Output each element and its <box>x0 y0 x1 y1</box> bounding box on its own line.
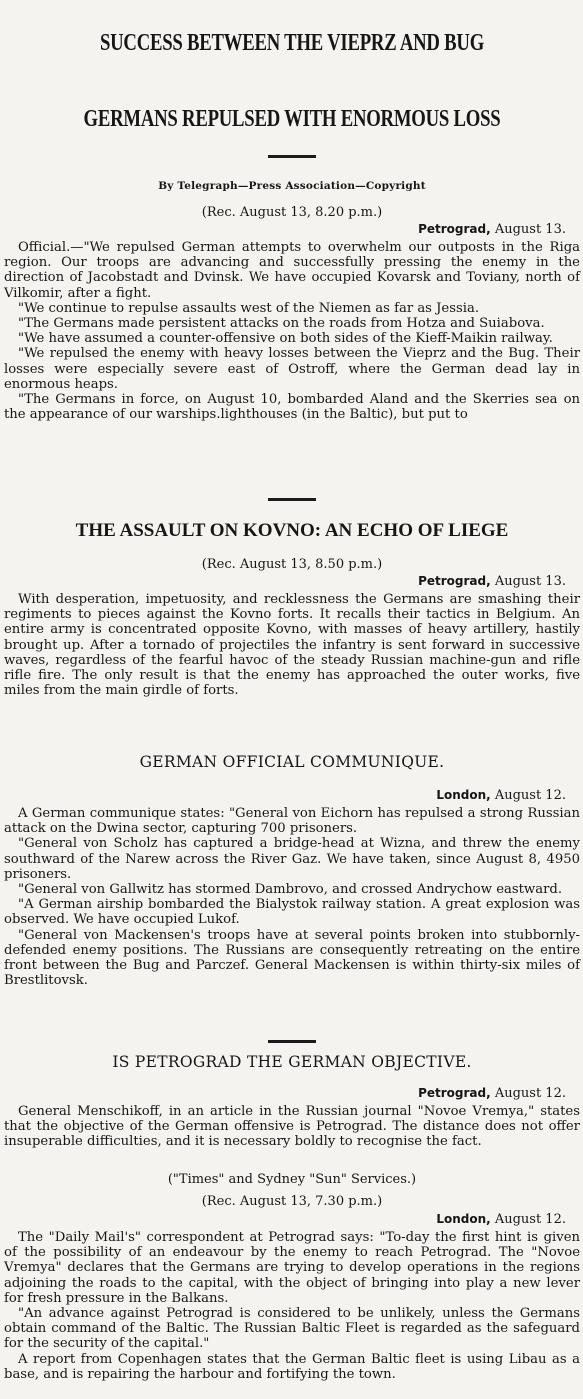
dateline-3 <box>4 788 580 803</box>
dateline-date: August 12. <box>494 788 566 803</box>
dateline-date: August 12. <box>494 1086 566 1101</box>
paragraph: The "Daily Mail's" correspondent at Petrograd says: "To-day the first hint is given of the possibility of an endeavour by the enemy to reach Petrograd. The "Novoe Vremya" declares that the Germans are trying to develop operations in the regions adjoining the roads to the capital, with the object of bringing into play a new lever for fresh pressure in the Balkans. <box>4 1230 580 1306</box>
headline-success-vieprz-bug <box>4 30 580 57</box>
rule-1 <box>4 155 580 158</box>
divider-rule <box>268 498 316 501</box>
dateline-date: August 13. <box>494 222 566 237</box>
article-1-body <box>4 240 580 422</box>
paragraph: A German communique states: "General von Eichorn has repulsed a strong Russian attack on the Dwina sector, capturing 700 prisoners. <box>4 806 580 837</box>
paragraph: "A German airship bombarded the Bialystok railway station. A great explosion was observed. We have occupied Lukof. <box>4 897 580 928</box>
headline-2: THE ASSAULT ON KOVNO: AN ECHO OF LIEGE <box>75 520 509 541</box>
paragraph: "The Germans made persistent attacks on the roads from Hotza and Suiabova. <box>18 316 545 332</box>
paragraph: General Menschikoff, in an article in the Russian journal "Novoe Vremya," states that the objective of the German offensive is Petrograd. The distance does not offer insuperable difficulties, and it is necessary boldly to recognise the fact. <box>4 1104 580 1150</box>
dateline-place: London, <box>436 1212 491 1226</box>
paragraph: Official.—"We repulsed German attempts to overwhelm our outposts in the Riga region. Our troops are advancing and successfully pressing the enemy in the direction of Jacobstadt and Dvinsk. We have occupied Kovarsk and Toviany, north of Vilkomir, after a fight. <box>4 240 580 301</box>
headline-3: GERMAN OFFICIAL COMMUNIQUE. <box>139 753 445 771</box>
divider-rule <box>268 155 316 158</box>
article-4-body-2 <box>4 1230 580 1382</box>
dateline-4b <box>4 1212 580 1227</box>
received-note-4: (Rec. August 13, 7.30 p.m.) <box>201 1194 383 1209</box>
paragraph: "An advance against Petrograd is considered to be unlikely, unless the Germans obtain command of the Baltic. The Russian Baltic Fleet is regarded as the safeguard for the security of the capital." <box>4 1306 580 1352</box>
subheadline-1: GERMANS REPULSED WITH ENORMOUS LOSS <box>83 106 501 132</box>
article-2-body <box>4 592 580 698</box>
dateline-place: Petrograd, <box>418 574 491 588</box>
byline: By Telegraph—Press Association—Copyright <box>158 180 426 192</box>
article-3-body <box>4 806 580 988</box>
paragraph: "We continue to repulse assaults west of the Niemen as far as Jessia. <box>18 300 480 316</box>
dateline-place: London, <box>436 788 491 802</box>
paragraph: "The Germans in force, on August 10, bombarded Aland and the Skerries sea on the appearance of our warships.lighthouses (in the Baltic), but put to <box>4 392 580 423</box>
paragraph: "We repulsed the enemy with heavy losses between the Vieprz and the Bug. Their losses were especially severe east of Ostroff, where the German dead lay in enormous heaps. <box>4 346 580 392</box>
dateline-place: Petrograd, <box>418 1086 491 1100</box>
headline-1: SUCCESS BETWEEN THE VIEPRZ AND BUG <box>99 30 485 56</box>
paragraph: "General von Scholz has captured a bridge-head at Wizna, and threw the enemy southward of the Narew across the River Gaz. We have taken, since August 8, 4950 prisoners. <box>4 836 580 882</box>
headline-petrograd-objective <box>4 1052 580 1071</box>
paragraph: "General von Gallwitz has stormed Dambrovo, and crossed Andrychow eastward. <box>18 882 563 898</box>
headline-german-communique <box>4 752 580 771</box>
dateline-4a <box>4 1086 580 1101</box>
dateline-2 <box>4 574 580 589</box>
headline-4: IS PETROGRAD THE GERMAN OBJECTIVE. <box>112 1053 472 1071</box>
paragraph: "We have assumed a counter-offensive on both sides of the Kieff-Maikin railway. <box>18 331 553 347</box>
paragraph: "General von Mackensen's troops have at several points broken into stubbornly-defended enemy positions. The Russians are consequently retreating on the entire front between the Bug and Parczef. General Mackensen is within thirty-six miles of Brestlitovsk. <box>4 927 580 989</box>
paragraph: With desperation, impetuosity, and recklessness the Germans are smashing their regiments to pieces against the Kovno forts. It recalls their tactics in Belgium. An entire army is concentrated opposite Kovno, with masses of heavy artillery, hastily brought up. After a tornado of projectiles the infantry is sent forward in successive waves, regardless of the fearful havoc of the steady Russian machine-gun and rifle rifle fire. The only result is that the enemy has approached the outer works, five miles from the main girdle of forts. <box>4 592 580 699</box>
received-note-2: (Rec. August 13, 8.50 p.m.) <box>201 557 383 572</box>
headline-assault-kovno <box>4 520 580 542</box>
subheadline-germans-repulsed <box>4 106 580 133</box>
divider-rule <box>268 1040 316 1043</box>
dateline-place: Petrograd, <box>418 222 491 236</box>
paragraph: A report from Copenhagen states that the German Baltic fleet is using Libau as a base, and is repairing the harbour and fortifying the town. <box>4 1351 580 1382</box>
dateline-date: August 13. <box>494 574 566 589</box>
dateline-date: August 12. <box>494 1212 566 1227</box>
received-note-1: (Rec. August 13, 8.20 p.m.) <box>201 205 383 220</box>
rule-3 <box>4 1040 580 1043</box>
rule-2 <box>4 498 580 501</box>
services-note: ("Times" and Sydney "Sun" Services.) <box>167 1172 417 1187</box>
dateline-1 <box>4 222 580 237</box>
article-4-body-1 <box>4 1104 580 1150</box>
